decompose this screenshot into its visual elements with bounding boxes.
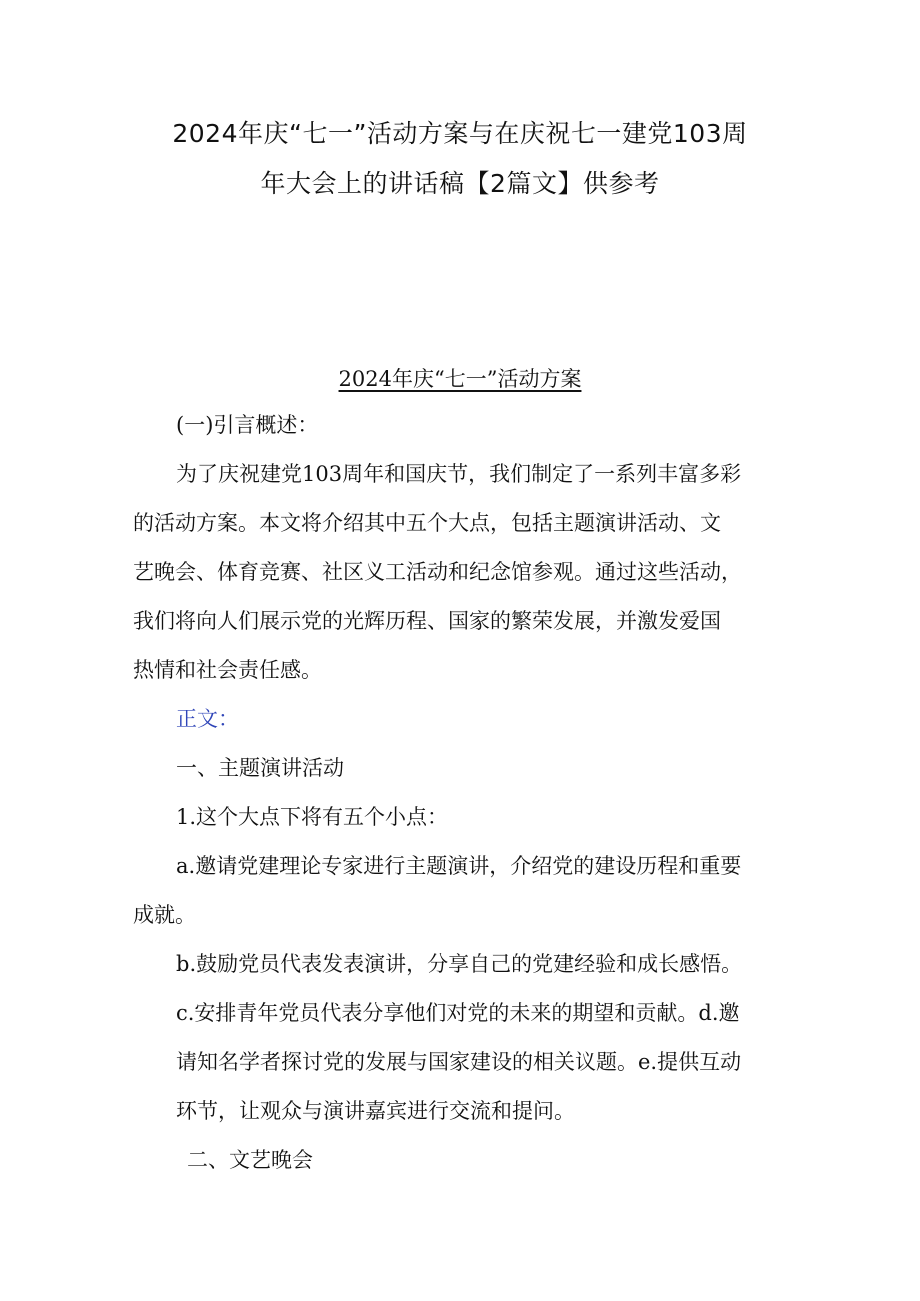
item-cde-line: 请知名学者探讨党的发展与国家建设的相关议题。e.提供互动 <box>176 1050 742 1074</box>
item-cde-line: c.安排青年党员代表分享他们对党的未来的期望和贡献。d.邀 <box>176 1001 740 1025</box>
point-1: 1.这个大点下将有五个小点： <box>176 805 449 829</box>
item-a-line: a.邀请党建理论专家进行主题演讲，介绍党的建设历程和重要 <box>176 854 742 878</box>
intro-line: 艺晚会、体育竞赛、社区义工活动和纪念馆参观。通过这些活动， <box>133 560 742 584</box>
intro-heading: (一)引言概述： <box>176 413 319 437</box>
intro-line: 的活动方案。本文将介绍其中五个大点，包括主题演讲活动、文 <box>133 511 721 535</box>
intro-line: 热情和社会责任感。 <box>133 658 322 682</box>
document-title-line-1: 2024年庆“七一”活动方案与在庆祝七一建党103周 <box>172 119 748 148</box>
part2-heading: 二、文艺晚会 <box>187 1148 313 1172</box>
section-title: 2024年庆“七一”活动方案 <box>338 367 582 391</box>
document-title-line-2: 年大会上的讲话稿【2篇文】供参考 <box>260 169 660 198</box>
intro-line: 为了庆祝建党103周年和国庆节，我们制定了一系列丰富多彩 <box>176 462 742 486</box>
item-a-line: 成就。 <box>133 903 196 927</box>
item-cde-line: 环节，让观众与演讲嘉宾进行交流和提问。 <box>176 1099 575 1123</box>
intro-line: 我们将向人们展示党的光辉历程、国家的繁荣发展，并激发爱国 <box>133 609 721 633</box>
part1-heading: 一、主题演讲活动 <box>176 756 344 780</box>
item-b: b.鼓励党员代表发表演讲，分享自己的党建经验和成长感悟。 <box>176 952 743 976</box>
body-label: 正文： <box>176 707 239 731</box>
